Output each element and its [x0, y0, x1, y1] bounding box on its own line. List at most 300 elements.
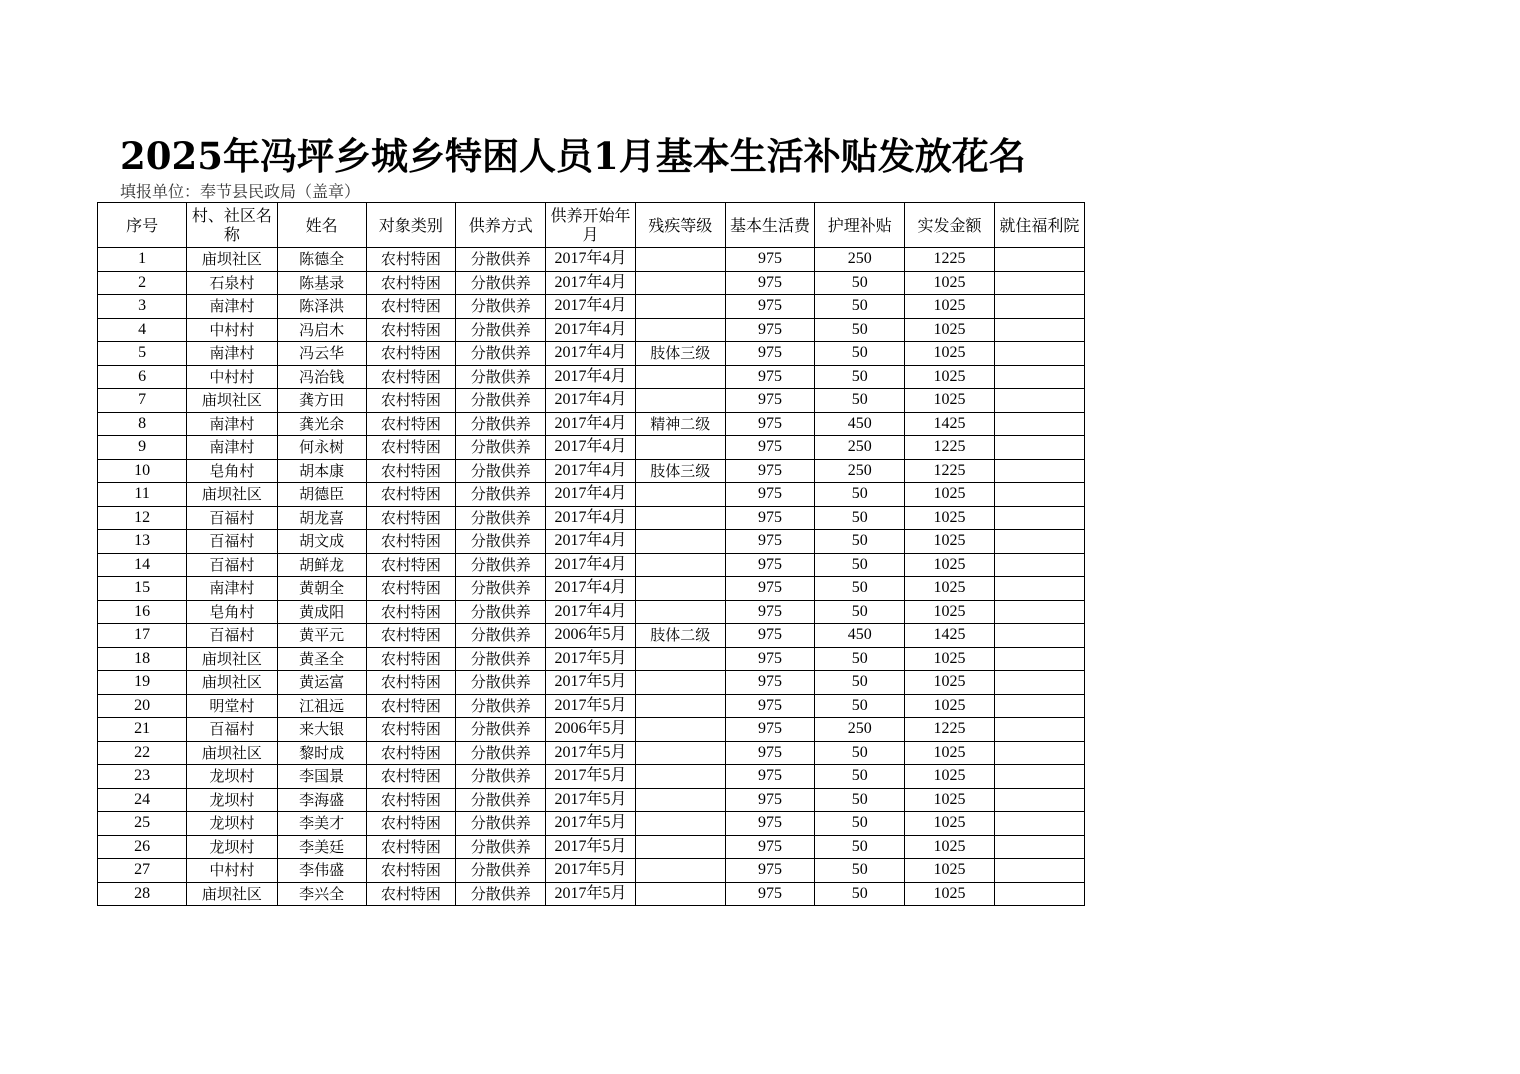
cell-village: 中村村 — [187, 365, 277, 389]
table-row — [98, 318, 1085, 342]
cell-serial: 21 — [98, 718, 187, 742]
cell-living-allowance: 975 — [725, 812, 814, 836]
cell-name: 陈泽洪 — [277, 295, 366, 319]
cell-serial: 9 — [98, 436, 187, 460]
cell-welfare-home — [994, 647, 1084, 671]
cell-care-subsidy: 50 — [815, 389, 905, 413]
cell-welfare-home — [994, 295, 1084, 319]
cell-village: 百福村 — [187, 718, 277, 742]
cell-support-method: 分散供养 — [456, 506, 546, 530]
cell-start-date: 2017年4月 — [546, 365, 635, 389]
cell-support-method: 分散供养 — [456, 295, 546, 319]
cell-welfare-home — [994, 483, 1084, 507]
cell-start-date: 2017年5月 — [546, 882, 635, 906]
cell-village: 庙坝社区 — [187, 248, 277, 272]
cell-category: 农村特困 — [366, 459, 455, 483]
cell-name: 李美廷 — [277, 835, 366, 859]
cell-actual-amount: 1025 — [905, 694, 994, 718]
cell-village: 龙坝村 — [187, 835, 277, 859]
table-header-row — [98, 203, 1085, 248]
cell-welfare-home — [994, 694, 1084, 718]
cell-name: 龚方田 — [277, 389, 366, 413]
cell-care-subsidy: 50 — [815, 859, 905, 883]
cell-serial: 2 — [98, 271, 187, 295]
cell-welfare-home — [994, 436, 1084, 460]
cell-welfare-home — [994, 788, 1084, 812]
cell-village: 庙坝社区 — [187, 389, 277, 413]
cell-start-date: 2017年4月 — [546, 412, 635, 436]
cell-actual-amount: 1025 — [905, 506, 994, 530]
cell-care-subsidy: 250 — [815, 248, 905, 272]
cell-start-date: 2017年5月 — [546, 694, 635, 718]
cell-welfare-home — [994, 412, 1084, 436]
cell-disability-level: 肢体三级 — [635, 459, 725, 483]
cell-disability-level — [635, 577, 725, 601]
cell-support-method: 分散供养 — [456, 882, 546, 906]
cell-support-method: 分散供养 — [456, 553, 546, 577]
cell-actual-amount: 1025 — [905, 318, 994, 342]
cell-name: 李国景 — [277, 765, 366, 789]
header-welfare-home: 就住福利院 — [994, 203, 1084, 248]
cell-category: 农村特困 — [366, 647, 455, 671]
cell-living-allowance: 975 — [725, 765, 814, 789]
cell-living-allowance: 975 — [725, 365, 814, 389]
table-row — [98, 389, 1085, 413]
cell-disability-level — [635, 718, 725, 742]
cell-disability-level: 精神二级 — [635, 412, 725, 436]
cell-village: 皂角村 — [187, 600, 277, 624]
cell-start-date: 2017年4月 — [546, 318, 635, 342]
table-row — [98, 741, 1085, 765]
cell-village: 庙坝社区 — [187, 882, 277, 906]
cell-welfare-home — [994, 812, 1084, 836]
cell-care-subsidy: 50 — [815, 577, 905, 601]
cell-start-date: 2006年5月 — [546, 624, 635, 648]
cell-support-method: 分散供养 — [456, 647, 546, 671]
cell-actual-amount: 1425 — [905, 624, 994, 648]
cell-living-allowance: 975 — [725, 788, 814, 812]
cell-village: 中村村 — [187, 859, 277, 883]
table-row — [98, 365, 1085, 389]
cell-actual-amount: 1225 — [905, 718, 994, 742]
cell-support-method: 分散供养 — [456, 389, 546, 413]
cell-category: 农村特困 — [366, 530, 455, 554]
cell-village: 中村村 — [187, 318, 277, 342]
cell-serial: 13 — [98, 530, 187, 554]
cell-serial: 4 — [98, 318, 187, 342]
cell-serial: 18 — [98, 647, 187, 671]
cell-serial: 8 — [98, 412, 187, 436]
header-actual-amount: 实发金额 — [905, 203, 994, 248]
cell-category: 农村特困 — [366, 295, 455, 319]
cell-start-date: 2017年4月 — [546, 483, 635, 507]
cell-actual-amount: 1225 — [905, 459, 994, 483]
cell-support-method: 分散供养 — [456, 577, 546, 601]
cell-care-subsidy: 50 — [815, 671, 905, 695]
table-row — [98, 718, 1085, 742]
cell-serial: 3 — [98, 295, 187, 319]
cell-category: 农村特困 — [366, 718, 455, 742]
cell-serial: 22 — [98, 741, 187, 765]
cell-serial: 24 — [98, 788, 187, 812]
cell-category: 农村特困 — [366, 506, 455, 530]
cell-serial: 28 — [98, 882, 187, 906]
cell-support-method: 分散供养 — [456, 600, 546, 624]
cell-category: 农村特困 — [366, 835, 455, 859]
header-start-date: 供养开始年月 — [546, 203, 635, 248]
cell-disability-level — [635, 835, 725, 859]
cell-name: 李兴全 — [277, 882, 366, 906]
cell-living-allowance: 975 — [725, 459, 814, 483]
cell-name: 黄圣全 — [277, 647, 366, 671]
cell-support-method: 分散供养 — [456, 788, 546, 812]
cell-living-allowance: 975 — [725, 506, 814, 530]
cell-start-date: 2017年4月 — [546, 271, 635, 295]
cell-support-method: 分散供养 — [456, 718, 546, 742]
cell-village: 南津村 — [187, 295, 277, 319]
cell-name: 黎时成 — [277, 741, 366, 765]
cell-support-method: 分散供养 — [456, 436, 546, 460]
cell-village: 庙坝社区 — [187, 647, 277, 671]
cell-support-method: 分散供养 — [456, 812, 546, 836]
cell-living-allowance: 975 — [725, 600, 814, 624]
cell-category: 农村特困 — [366, 882, 455, 906]
cell-actual-amount: 1025 — [905, 577, 994, 601]
cell-support-method: 分散供养 — [456, 365, 546, 389]
table-row — [98, 835, 1085, 859]
cell-start-date: 2017年4月 — [546, 248, 635, 272]
cell-living-allowance: 975 — [725, 859, 814, 883]
cell-start-date: 2006年5月 — [546, 718, 635, 742]
cell-category: 农村特困 — [366, 248, 455, 272]
cell-welfare-home — [994, 882, 1084, 906]
cell-serial: 16 — [98, 600, 187, 624]
cell-start-date: 2017年4月 — [546, 459, 635, 483]
table-row — [98, 459, 1085, 483]
cell-actual-amount: 1225 — [905, 248, 994, 272]
cell-welfare-home — [994, 671, 1084, 695]
cell-disability-level — [635, 788, 725, 812]
header-village: 村、社区名称 — [187, 203, 277, 248]
cell-living-allowance: 975 — [725, 741, 814, 765]
cell-living-allowance: 975 — [725, 647, 814, 671]
cell-serial: 6 — [98, 365, 187, 389]
cell-name: 陈基录 — [277, 271, 366, 295]
cell-start-date: 2017年5月 — [546, 812, 635, 836]
cell-care-subsidy: 450 — [815, 412, 905, 436]
cell-living-allowance: 975 — [725, 624, 814, 648]
header-support-method: 供养方式 — [456, 203, 546, 248]
cell-serial: 15 — [98, 577, 187, 601]
cell-care-subsidy: 50 — [815, 318, 905, 342]
cell-care-subsidy: 50 — [815, 483, 905, 507]
cell-category: 农村特困 — [366, 788, 455, 812]
cell-name: 李海盛 — [277, 788, 366, 812]
cell-support-method: 分散供养 — [456, 483, 546, 507]
cell-village: 龙坝村 — [187, 812, 277, 836]
cell-serial: 5 — [98, 342, 187, 366]
cell-living-allowance: 975 — [725, 295, 814, 319]
cell-disability-level: 肢体二级 — [635, 624, 725, 648]
cell-village: 南津村 — [187, 436, 277, 460]
cell-start-date: 2017年4月 — [546, 553, 635, 577]
header-category: 对象类别 — [366, 203, 455, 248]
cell-living-allowance: 975 — [725, 412, 814, 436]
cell-disability-level — [635, 271, 725, 295]
cell-actual-amount: 1025 — [905, 365, 994, 389]
cell-welfare-home — [994, 459, 1084, 483]
cell-start-date: 2017年5月 — [546, 835, 635, 859]
cell-actual-amount: 1025 — [905, 600, 994, 624]
cell-start-date: 2017年4月 — [546, 530, 635, 554]
cell-care-subsidy: 50 — [815, 812, 905, 836]
cell-welfare-home — [994, 624, 1084, 648]
cell-actual-amount: 1025 — [905, 389, 994, 413]
cell-disability-level — [635, 765, 725, 789]
document-title: 2025年冯坪乡城乡特困人员1月基本生活补贴发放花名 — [120, 134, 1026, 178]
cell-serial: 12 — [98, 506, 187, 530]
cell-disability-level — [635, 741, 725, 765]
cell-village: 庙坝社区 — [187, 671, 277, 695]
recipient-table — [97, 202, 1085, 906]
cell-start-date: 2017年5月 — [546, 859, 635, 883]
cell-disability-level — [635, 694, 725, 718]
cell-actual-amount: 1025 — [905, 530, 994, 554]
cell-name: 黄平元 — [277, 624, 366, 648]
cell-disability-level — [635, 318, 725, 342]
cell-village: 皂角村 — [187, 459, 277, 483]
cell-disability-level — [635, 365, 725, 389]
cell-living-allowance: 975 — [725, 577, 814, 601]
cell-category: 农村特困 — [366, 577, 455, 601]
cell-care-subsidy: 50 — [815, 342, 905, 366]
table-row — [98, 295, 1085, 319]
cell-village: 百福村 — [187, 624, 277, 648]
cell-disability-level — [635, 295, 725, 319]
cell-start-date: 2017年5月 — [546, 671, 635, 695]
table-row — [98, 271, 1085, 295]
cell-village: 南津村 — [187, 577, 277, 601]
cell-village: 百福村 — [187, 530, 277, 554]
table-row — [98, 859, 1085, 883]
cell-category: 农村特困 — [366, 859, 455, 883]
cell-support-method: 分散供养 — [456, 624, 546, 648]
header-disability-level: 残疾等级 — [635, 203, 725, 248]
cell-care-subsidy: 50 — [815, 882, 905, 906]
cell-living-allowance: 975 — [725, 694, 814, 718]
cell-category: 农村特困 — [366, 318, 455, 342]
cell-serial: 7 — [98, 389, 187, 413]
cell-start-date: 2017年4月 — [546, 436, 635, 460]
cell-living-allowance: 975 — [725, 835, 814, 859]
cell-disability-level — [635, 812, 725, 836]
cell-support-method: 分散供养 — [456, 271, 546, 295]
cell-actual-amount: 1025 — [905, 835, 994, 859]
cell-care-subsidy: 50 — [815, 600, 905, 624]
cell-actual-amount: 1025 — [905, 671, 994, 695]
cell-name: 冯治钱 — [277, 365, 366, 389]
cell-support-method: 分散供养 — [456, 694, 546, 718]
cell-welfare-home — [994, 859, 1084, 883]
cell-welfare-home — [994, 342, 1084, 366]
table-row — [98, 600, 1085, 624]
cell-disability-level — [635, 506, 725, 530]
cell-living-allowance: 975 — [725, 553, 814, 577]
cell-support-method: 分散供养 — [456, 412, 546, 436]
cell-actual-amount: 1025 — [905, 647, 994, 671]
cell-village: 石泉村 — [187, 271, 277, 295]
cell-care-subsidy: 50 — [815, 553, 905, 577]
cell-serial: 11 — [98, 483, 187, 507]
cell-actual-amount: 1225 — [905, 436, 994, 460]
cell-name: 胡本康 — [277, 459, 366, 483]
cell-actual-amount: 1025 — [905, 765, 994, 789]
cell-category: 农村特困 — [366, 624, 455, 648]
table-row — [98, 436, 1085, 460]
header-living-allowance: 基本生活费 — [725, 203, 814, 248]
cell-living-allowance: 975 — [725, 248, 814, 272]
cell-category: 农村特困 — [366, 412, 455, 436]
table-row — [98, 553, 1085, 577]
cell-welfare-home — [994, 553, 1084, 577]
table-row — [98, 530, 1085, 554]
cell-welfare-home — [994, 365, 1084, 389]
cell-start-date: 2017年4月 — [546, 577, 635, 601]
cell-care-subsidy: 450 — [815, 624, 905, 648]
cell-welfare-home — [994, 506, 1084, 530]
cell-living-allowance: 975 — [725, 882, 814, 906]
cell-living-allowance: 975 — [725, 671, 814, 695]
header-name: 姓名 — [277, 203, 366, 248]
cell-support-method: 分散供养 — [456, 459, 546, 483]
cell-serial: 26 — [98, 835, 187, 859]
cell-disability-level — [635, 882, 725, 906]
cell-support-method: 分散供养 — [456, 318, 546, 342]
cell-support-method: 分散供养 — [456, 671, 546, 695]
cell-disability-level — [635, 483, 725, 507]
cell-living-allowance: 975 — [725, 718, 814, 742]
cell-actual-amount: 1025 — [905, 342, 994, 366]
cell-living-allowance: 975 — [725, 530, 814, 554]
cell-actual-amount: 1025 — [905, 788, 994, 812]
cell-disability-level — [635, 600, 725, 624]
cell-start-date: 2017年4月 — [546, 389, 635, 413]
cell-disability-level — [635, 859, 725, 883]
cell-category: 农村特困 — [366, 342, 455, 366]
cell-welfare-home — [994, 765, 1084, 789]
cell-living-allowance: 975 — [725, 318, 814, 342]
cell-care-subsidy: 250 — [815, 436, 905, 460]
cell-living-allowance: 975 — [725, 436, 814, 460]
cell-start-date: 2017年4月 — [546, 506, 635, 530]
cell-category: 农村特困 — [366, 271, 455, 295]
table-row — [98, 412, 1085, 436]
cell-care-subsidy: 50 — [815, 765, 905, 789]
cell-disability-level — [635, 530, 725, 554]
cell-care-subsidy: 50 — [815, 365, 905, 389]
cell-welfare-home — [994, 248, 1084, 272]
cell-village: 南津村 — [187, 342, 277, 366]
cell-actual-amount: 1025 — [905, 553, 994, 577]
cell-welfare-home — [994, 835, 1084, 859]
cell-actual-amount: 1025 — [905, 882, 994, 906]
cell-care-subsidy: 50 — [815, 295, 905, 319]
cell-village: 百福村 — [187, 506, 277, 530]
table-row — [98, 624, 1085, 648]
cell-support-method: 分散供养 — [456, 248, 546, 272]
cell-village: 龙坝村 — [187, 765, 277, 789]
cell-serial: 20 — [98, 694, 187, 718]
cell-village: 庙坝社区 — [187, 483, 277, 507]
cell-serial: 10 — [98, 459, 187, 483]
cell-welfare-home — [994, 600, 1084, 624]
table-row — [98, 483, 1085, 507]
cell-name: 黄朝全 — [277, 577, 366, 601]
cell-care-subsidy: 50 — [815, 694, 905, 718]
reporting-unit: 填报单位：奉节县民政局（盖章） — [120, 182, 361, 201]
cell-start-date: 2017年4月 — [546, 342, 635, 366]
cell-village: 庙坝社区 — [187, 741, 277, 765]
cell-disability-level — [635, 389, 725, 413]
cell-name: 黄成阳 — [277, 600, 366, 624]
cell-support-method: 分散供养 — [456, 765, 546, 789]
cell-name: 陈德全 — [277, 248, 366, 272]
cell-care-subsidy: 50 — [815, 506, 905, 530]
cell-welfare-home — [994, 271, 1084, 295]
cell-care-subsidy: 250 — [815, 718, 905, 742]
cell-name: 江祖远 — [277, 694, 366, 718]
cell-actual-amount: 1025 — [905, 271, 994, 295]
cell-category: 农村特困 — [366, 483, 455, 507]
cell-care-subsidy: 50 — [815, 741, 905, 765]
cell-care-subsidy: 50 — [815, 788, 905, 812]
cell-care-subsidy: 50 — [815, 647, 905, 671]
table-row — [98, 765, 1085, 789]
cell-actual-amount: 1425 — [905, 412, 994, 436]
cell-category: 农村特困 — [366, 436, 455, 460]
cell-support-method: 分散供养 — [456, 835, 546, 859]
cell-village: 龙坝村 — [187, 788, 277, 812]
cell-category: 农村特困 — [366, 553, 455, 577]
cell-category: 农村特困 — [366, 671, 455, 695]
cell-care-subsidy: 50 — [815, 530, 905, 554]
cell-name: 胡龙喜 — [277, 506, 366, 530]
cell-support-method: 分散供养 — [456, 741, 546, 765]
cell-name: 李伟盛 — [277, 859, 366, 883]
table-row — [98, 788, 1085, 812]
cell-start-date: 2017年5月 — [546, 788, 635, 812]
cell-care-subsidy: 50 — [815, 271, 905, 295]
cell-support-method: 分散供养 — [456, 342, 546, 366]
cell-welfare-home — [994, 389, 1084, 413]
table-row — [98, 342, 1085, 366]
cell-start-date: 2017年5月 — [546, 647, 635, 671]
cell-name: 冯启木 — [277, 318, 366, 342]
table-row — [98, 671, 1085, 695]
cell-name: 黄运富 — [277, 671, 366, 695]
cell-living-allowance: 975 — [725, 389, 814, 413]
cell-serial: 19 — [98, 671, 187, 695]
cell-living-allowance: 975 — [725, 483, 814, 507]
cell-welfare-home — [994, 530, 1084, 554]
cell-village: 百福村 — [187, 553, 277, 577]
cell-start-date: 2017年4月 — [546, 600, 635, 624]
cell-serial: 27 — [98, 859, 187, 883]
cell-serial: 14 — [98, 553, 187, 577]
cell-name: 何永树 — [277, 436, 366, 460]
cell-start-date: 2017年5月 — [546, 765, 635, 789]
cell-actual-amount: 1025 — [905, 859, 994, 883]
